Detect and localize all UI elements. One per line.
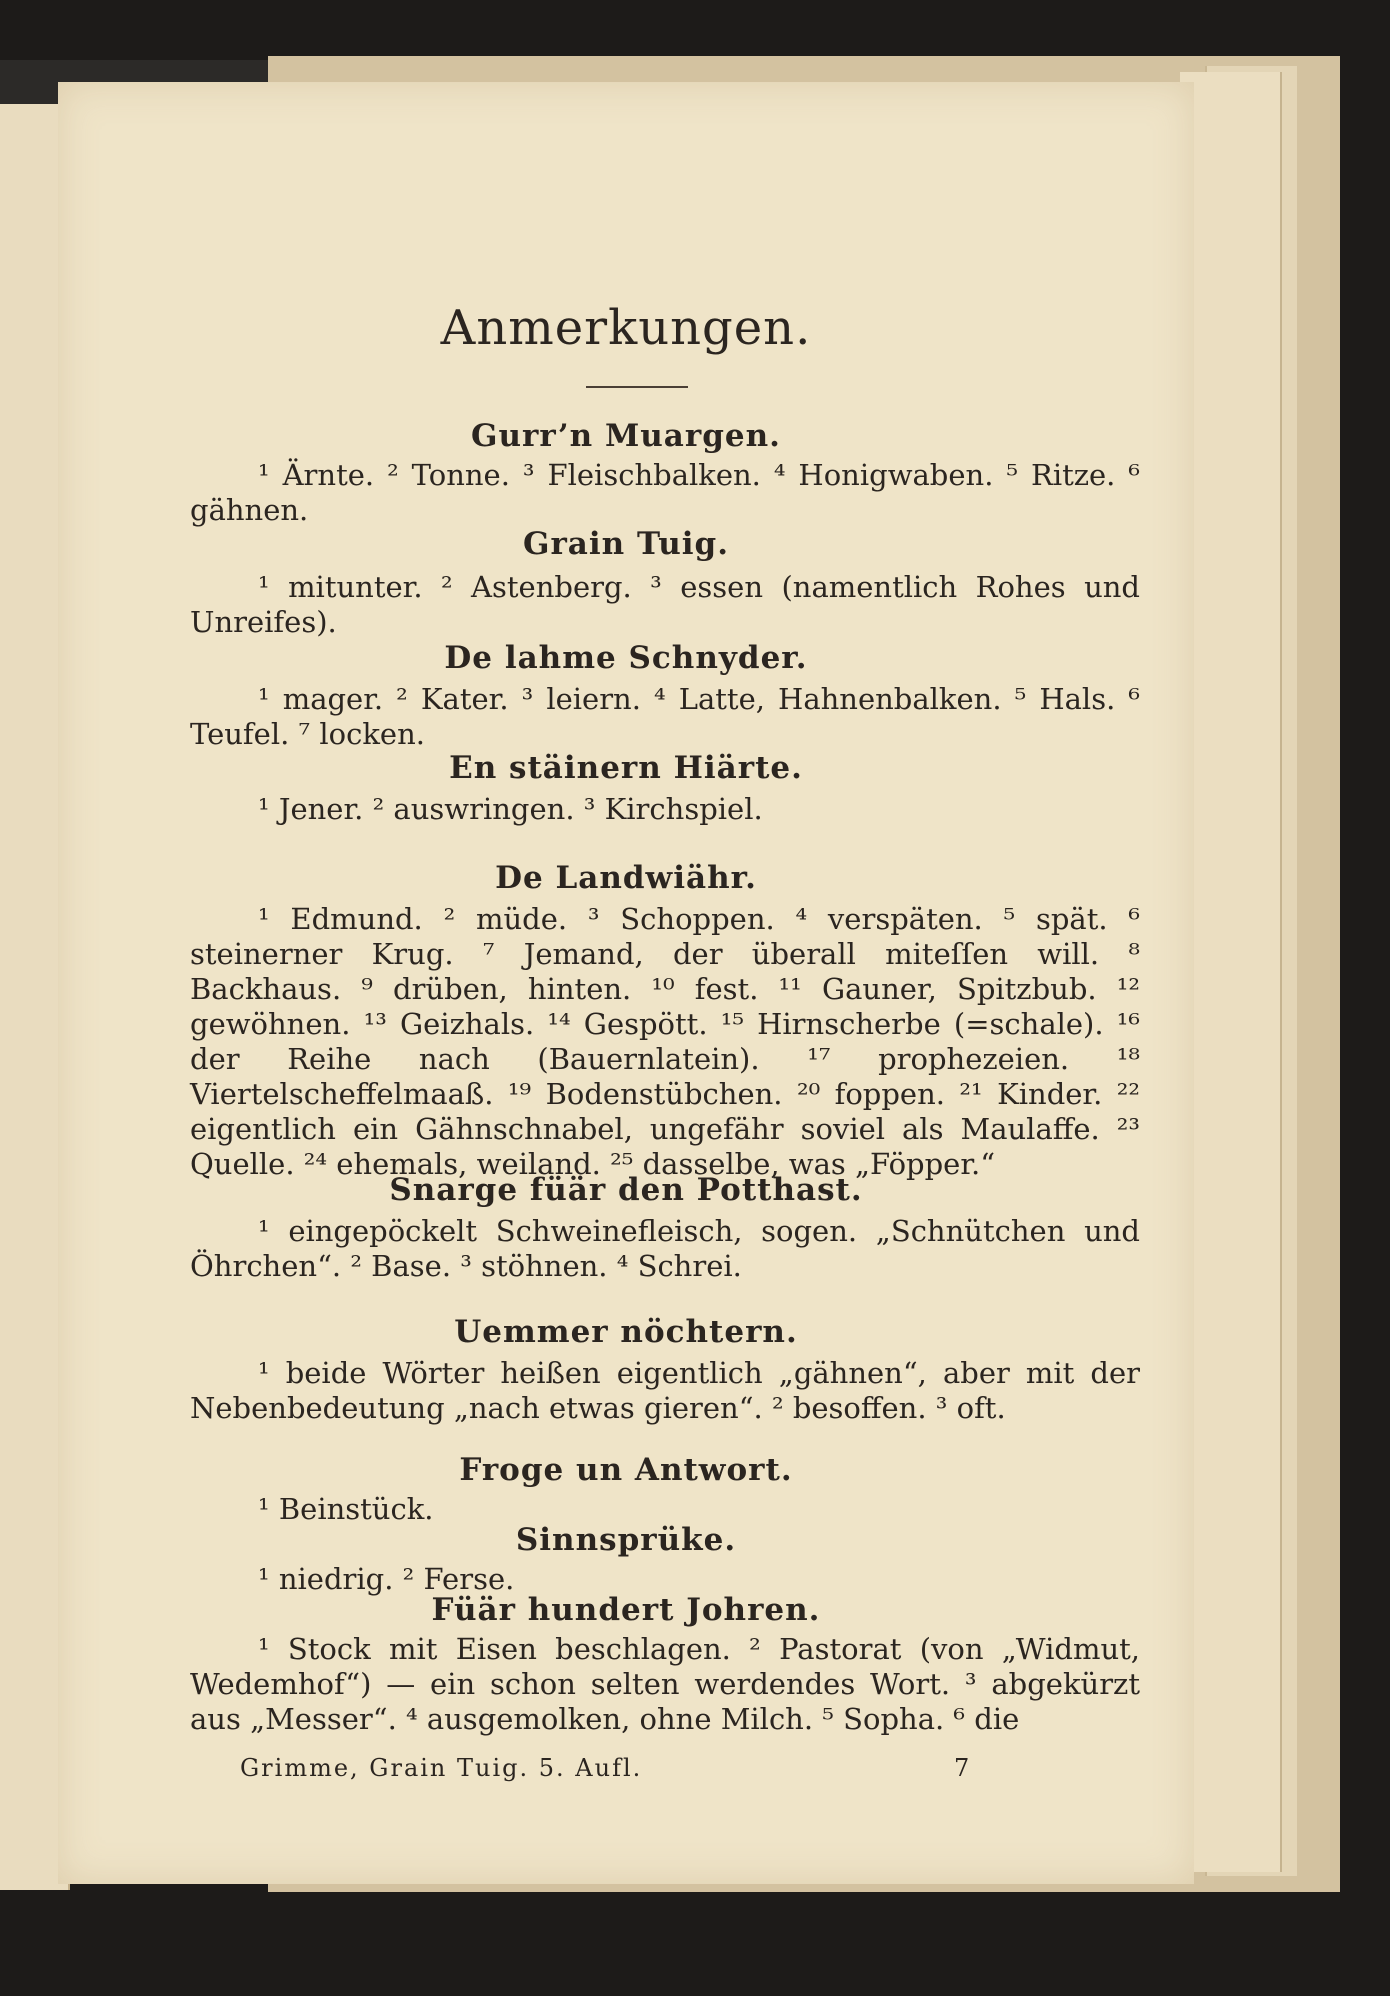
section-title: Froge un Antwort. <box>459 1452 793 1488</box>
section-title: Grain Tuig. <box>522 526 729 562</box>
section-notes: ¹ Jener. ² auswringen. ³ Kirchspiel. <box>258 792 763 826</box>
book-page <box>58 82 1194 1884</box>
title-rule <box>586 386 688 388</box>
section-title: De lahme Schnyder. <box>444 640 808 676</box>
section-notes: ¹ mitunter. ² Astenberg. ³ essen (namentlich Rohes und Unreifes). <box>190 570 1140 639</box>
section-title: De Landwiähr. <box>495 860 757 896</box>
section-title: En stäinern Hiärte. <box>449 750 803 786</box>
section-title: Snarge füär den Potthast. <box>389 1172 863 1208</box>
section-title: Füär hundert Johren. <box>431 1592 821 1628</box>
page-edges-inner <box>1180 72 1282 1872</box>
page-title: Anmerkungen. <box>440 300 812 356</box>
section-notes: ¹ Stock mit Eisen beschlagen. ² Pastorat (von „Widmut, Wedemhof“) — ein schon selten werdendes Wort. ³ abgekürzt aus „Messer“. ⁴ ausgemolken, ohne Milch. ⁵ Sopha. ⁶ die <box>190 1632 1140 1736</box>
section-title: Uemmer nöchtern. <box>454 1314 798 1350</box>
section-notes: ¹ Beinstück. <box>258 1492 434 1526</box>
section-title: Gurr’n Muargen. <box>471 418 781 454</box>
section-title: Sinnsprüke. <box>515 1522 737 1558</box>
section-notes: ¹ Edmund. ² müde. ³ Schoppen. ⁴ verspäten. ⁵ spät. ⁶ steinerner Krug. ⁷ Jemand, der überall miteſſen will. ⁸ Backhaus. ⁹ drüben, hinten. ¹⁰ fest. ¹¹ Gauner, Spitzbub. ¹² gewöhnen. ¹³ Geizhals. ¹⁴ Gespött. ¹⁵ Hirnscherbe (=schale). ¹⁶ der Reihe nach (Bauernlatein). ¹⁷ prophezeien. ¹⁸ Viertelscheffelmaaß. ¹⁹ Bodenstübchen. ²⁰ foppen. ²¹ Kinder. ²² eigentlich ein Gähnschnabel, ungefähr soviel als Maulaffe. ²³ Quelle. ²⁴ ehemals, weiland. ²⁵ dasselbe, was „Föpper.“ <box>190 902 1140 1181</box>
page-footer-imprint: Grimme, Grain Tuig. 5. Aufl. <box>240 1754 643 1782</box>
section-notes: ¹ niedrig. ² Ferse. <box>258 1562 515 1596</box>
section-notes: ¹ Ärnte. ² Tonne. ³ Fleischbalken. ⁴ Honigwaben. ⁵ Ritze. ⁶ gähnen. <box>190 458 1140 527</box>
section-notes: ¹ beide Wörter heißen eigentlich „gähnen“, aber mit der Nebenbedeutung „nach etwas gieren“. ² besoffen. ³ oft. <box>190 1356 1140 1425</box>
page-number: 7 <box>954 1754 970 1782</box>
section-notes: ¹ eingepöckelt Schweinefleisch, sogen. „Schnütchen und Öhrchen“. ² Base. ³ stöhnen. ⁴ Schrei. <box>190 1214 1140 1283</box>
section-notes: ¹ mager. ² Kater. ³ leiern. ⁴ Latte, Hahnenbalken. ⁵ Hals. ⁶ Teufel. ⁷ locken. <box>190 682 1140 751</box>
